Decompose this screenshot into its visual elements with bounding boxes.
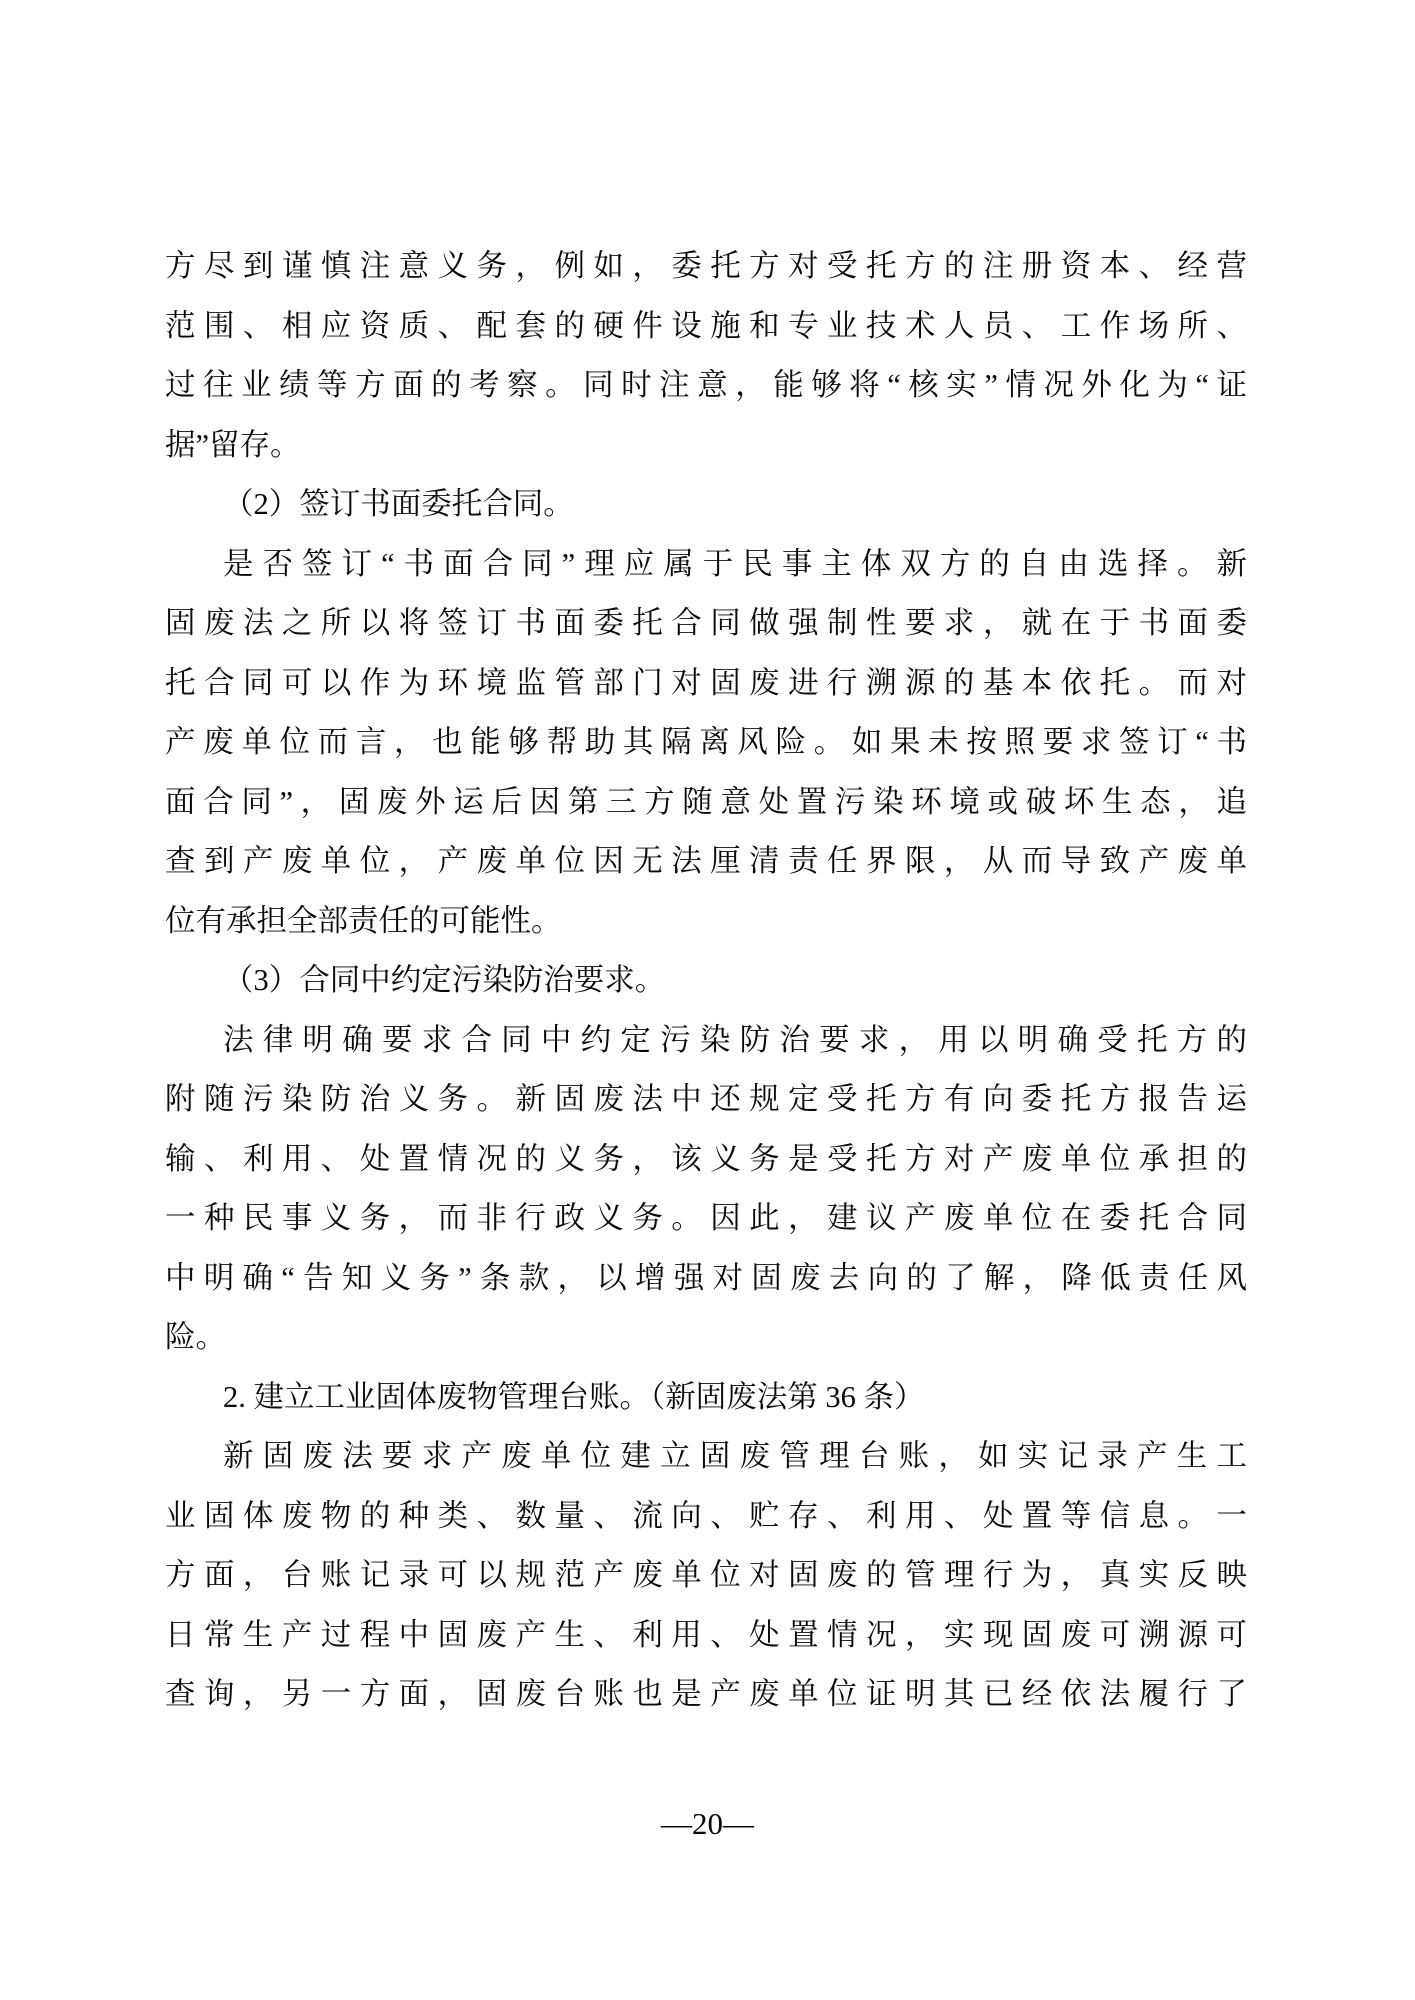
text-line: 产废单位而言，也能够帮助其隔离风险。如果未按照要求签订“书 xyxy=(165,725,1247,759)
text-line: 固废法之所以将签订书面委托合同做强制性要求，就在于书面委 xyxy=(165,606,1247,640)
text-line: 方尽到谨慎注意义务，例如，委托方对受托方的注册资本、经营 xyxy=(165,249,1247,283)
text-line: 输、利用、处置情况的义务，该义务是受托方对产废单位承担的 xyxy=(165,1141,1247,1176)
text-line: （3）合同中约定污染防治要求。 xyxy=(223,963,666,997)
text-line: 法律明确要求合同中约定污染防治要求，用以明确受托方的 xyxy=(223,1022,1247,1057)
text-line: 险。 xyxy=(165,1320,226,1354)
text-line: 托合同可以作为环境监管部门对固废进行溯源的基本依托。而对 xyxy=(165,665,1247,700)
text-line: 中明确“告知义务”条款，以增强对固废去向的了解，降低责任风 xyxy=(165,1260,1247,1295)
page-number: —20— xyxy=(661,1806,754,1841)
page-body-text xyxy=(165,237,1247,1725)
text-line: （2）签订书面委托合同。 xyxy=(223,487,574,521)
text-line: 位有承担全部责任的可能性。 xyxy=(165,903,562,938)
text-line: 是否签订“书面合同”理应属于民事主体双方的自由选择。新 xyxy=(223,546,1247,581)
text-line: 日常生产过程中固废产生、利用、处置情况，实现固废可溯源可 xyxy=(165,1617,1247,1652)
text-line: 据”留存。 xyxy=(165,427,301,462)
text-line: 新固废法要求产废单位建立固废管理台账，如实记录产生工 xyxy=(223,1439,1247,1473)
text-line: 业固体废物的种类、数量、流向、贮存、利用、处置等信息。一 xyxy=(165,1498,1247,1533)
text-line: 查到产废单位，产废单位因无法厘清责任界限，从而导致产废单 xyxy=(165,844,1247,878)
text-line: 2. 建立工业固体废物管理台账。（新固废法第 36 条） xyxy=(223,1379,925,1414)
text-line: 一种民事义务，而非行政义务。因此，建议产废单位在委托合同 xyxy=(165,1201,1247,1235)
text-line: 方面，台账记录可以规范产废单位对固废的管理行为，真实反映 xyxy=(165,1558,1247,1592)
text-line: 过往业绩等方面的考察。同时注意，能够将“核实”情况外化为“证 xyxy=(165,368,1247,402)
text-line: 附随污染防治义务。新固废法中还规定受托方有向委托方报告运 xyxy=(165,1082,1247,1116)
text-line: 范围、相应资质、配套的硬件设施和专业技术人员、工作场所、 xyxy=(165,308,1247,343)
text-line: 查询，另一方面，固废台账也是产废单位证明其已经依法履行了 xyxy=(165,1677,1247,1711)
text-line: 面合同”，固废外运后因第三方随意处置污染环境或破坏生态，追 xyxy=(165,784,1247,819)
